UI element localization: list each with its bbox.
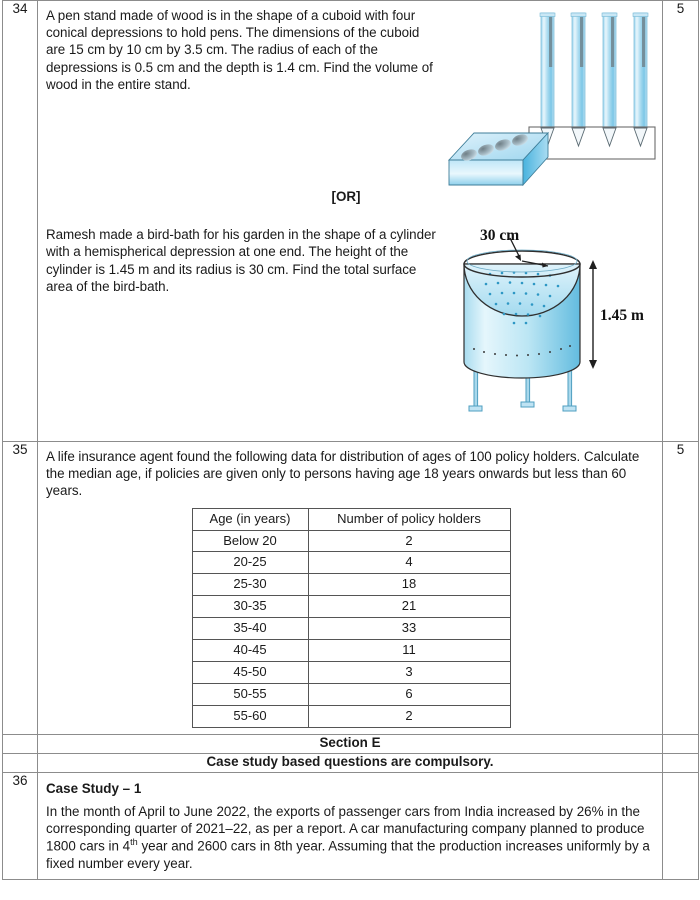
case-study-title: Case Study – 1 <box>46 780 142 796</box>
question-36-body <box>38 772 663 879</box>
cell-age: Below 20 <box>192 530 308 552</box>
table-row-question-36 <box>3 772 699 879</box>
table-row <box>192 618 510 640</box>
table-row-question-34 <box>3 1 699 442</box>
pen-stand-diagram <box>441 5 656 195</box>
or-separator-label: [OR] <box>331 189 361 205</box>
question-35-body <box>38 442 663 735</box>
cell-count: 33 <box>308 618 510 640</box>
cell-age: 45-50 <box>192 661 308 683</box>
marks-question-34: 5 <box>663 1 699 442</box>
cell-age: 30-35 <box>192 596 308 618</box>
cell-count: 18 <box>308 574 510 596</box>
section-note-marks-cell <box>663 753 699 772</box>
question-number-35: 35 <box>3 442 38 735</box>
cell-age: 40-45 <box>192 640 308 662</box>
stats-header-age: Age (in years) <box>192 508 308 530</box>
exam-question-table <box>2 0 699 880</box>
table-row <box>192 683 510 705</box>
policy-holders-table <box>192 508 511 728</box>
section-note: Case study based questions are compulsory. <box>38 753 663 772</box>
table-row-section-note <box>3 753 699 772</box>
section-note-qno-cell <box>3 753 38 772</box>
cuboid-with-depressions <box>449 132 548 185</box>
cell-count: 11 <box>308 640 510 662</box>
question-number-34: 34 <box>3 1 38 442</box>
question-number-36: 36 <box>3 772 38 879</box>
case-study-text-part2: year and 2600 cars in 8th year. Assuming that the production increases uniformly by a fixed number every year. <box>46 838 650 872</box>
cell-age: 25-30 <box>192 574 308 596</box>
cell-count: 6 <box>308 683 510 705</box>
table-row <box>192 596 510 618</box>
cell-count: 3 <box>308 661 510 683</box>
question-35-text: A life insurance agent found the following data for distribution of ages of 100 policy holders. Calculate the median age, if policies are given only to persons having age 18 years onwards but less than 60 years. <box>46 449 640 499</box>
ordinal-superscript: th <box>130 837 138 848</box>
cell-age: 55-60 <box>192 705 308 727</box>
marks-question-35: 5 <box>663 442 699 735</box>
section-heading: Section E <box>38 734 663 753</box>
bird-bath-diagram <box>450 228 646 416</box>
table-row-section-heading <box>3 734 699 753</box>
question-34-body <box>38 1 663 442</box>
pen-group <box>540 13 648 146</box>
height-arrow <box>589 260 597 369</box>
cell-count: 4 <box>308 552 510 574</box>
table-row <box>192 552 510 574</box>
table-row-question-35 <box>3 442 699 735</box>
table-row <box>192 640 510 662</box>
policy-holders-table-wrapper <box>46 500 656 728</box>
cell-age: 50-55 <box>192 683 308 705</box>
section-heading-marks-cell <box>663 734 699 753</box>
marks-question-36 <box>663 772 699 879</box>
cell-age: 20-25 <box>192 552 308 574</box>
case-study-text <box>46 803 656 873</box>
table-row <box>192 574 510 596</box>
cell-count: 21 <box>308 596 510 618</box>
label-145m: 1.45 m <box>600 307 644 325</box>
label-30cm: 30 cm <box>480 228 520 245</box>
section-heading-qno-cell <box>3 734 38 753</box>
cell-age: 35-40 <box>192 618 308 640</box>
stats-header-row <box>192 508 510 530</box>
cell-count: 2 <box>308 530 510 552</box>
stats-header-count: Number of policy holders <box>308 508 510 530</box>
table-row <box>192 530 510 552</box>
question-34-part-a-text: A pen stand made of wood is in the shape of a cuboid with four conical depressions to hold pens. The dimensions of the cuboid are 15 cm by 10 cm by 3.5 cm. The radius of each of the depressions is 0.5 cm and the depth is 1.4 cm. Find the volume of wood in the entire stand. <box>46 8 433 92</box>
table-row <box>192 705 510 727</box>
question-34-part-b-text: Ramesh made a bird-bath for his garden in the shape of a cylinder with a hemispherical depression at one end. The height of the cylinder is 1.45 m and its radius is 30 cm. Find the total surface area of the bird-bath. <box>46 227 436 294</box>
cell-count: 2 <box>308 705 510 727</box>
table-row <box>192 661 510 683</box>
case-study-text-part1: In the month of April to June 2022, the exports of passenger cars from India increased by 26% in the corresponding quarter of 2021–22, as per a report. A car manufacturing company planned to produce 1800 cars in 4 <box>46 803 645 854</box>
